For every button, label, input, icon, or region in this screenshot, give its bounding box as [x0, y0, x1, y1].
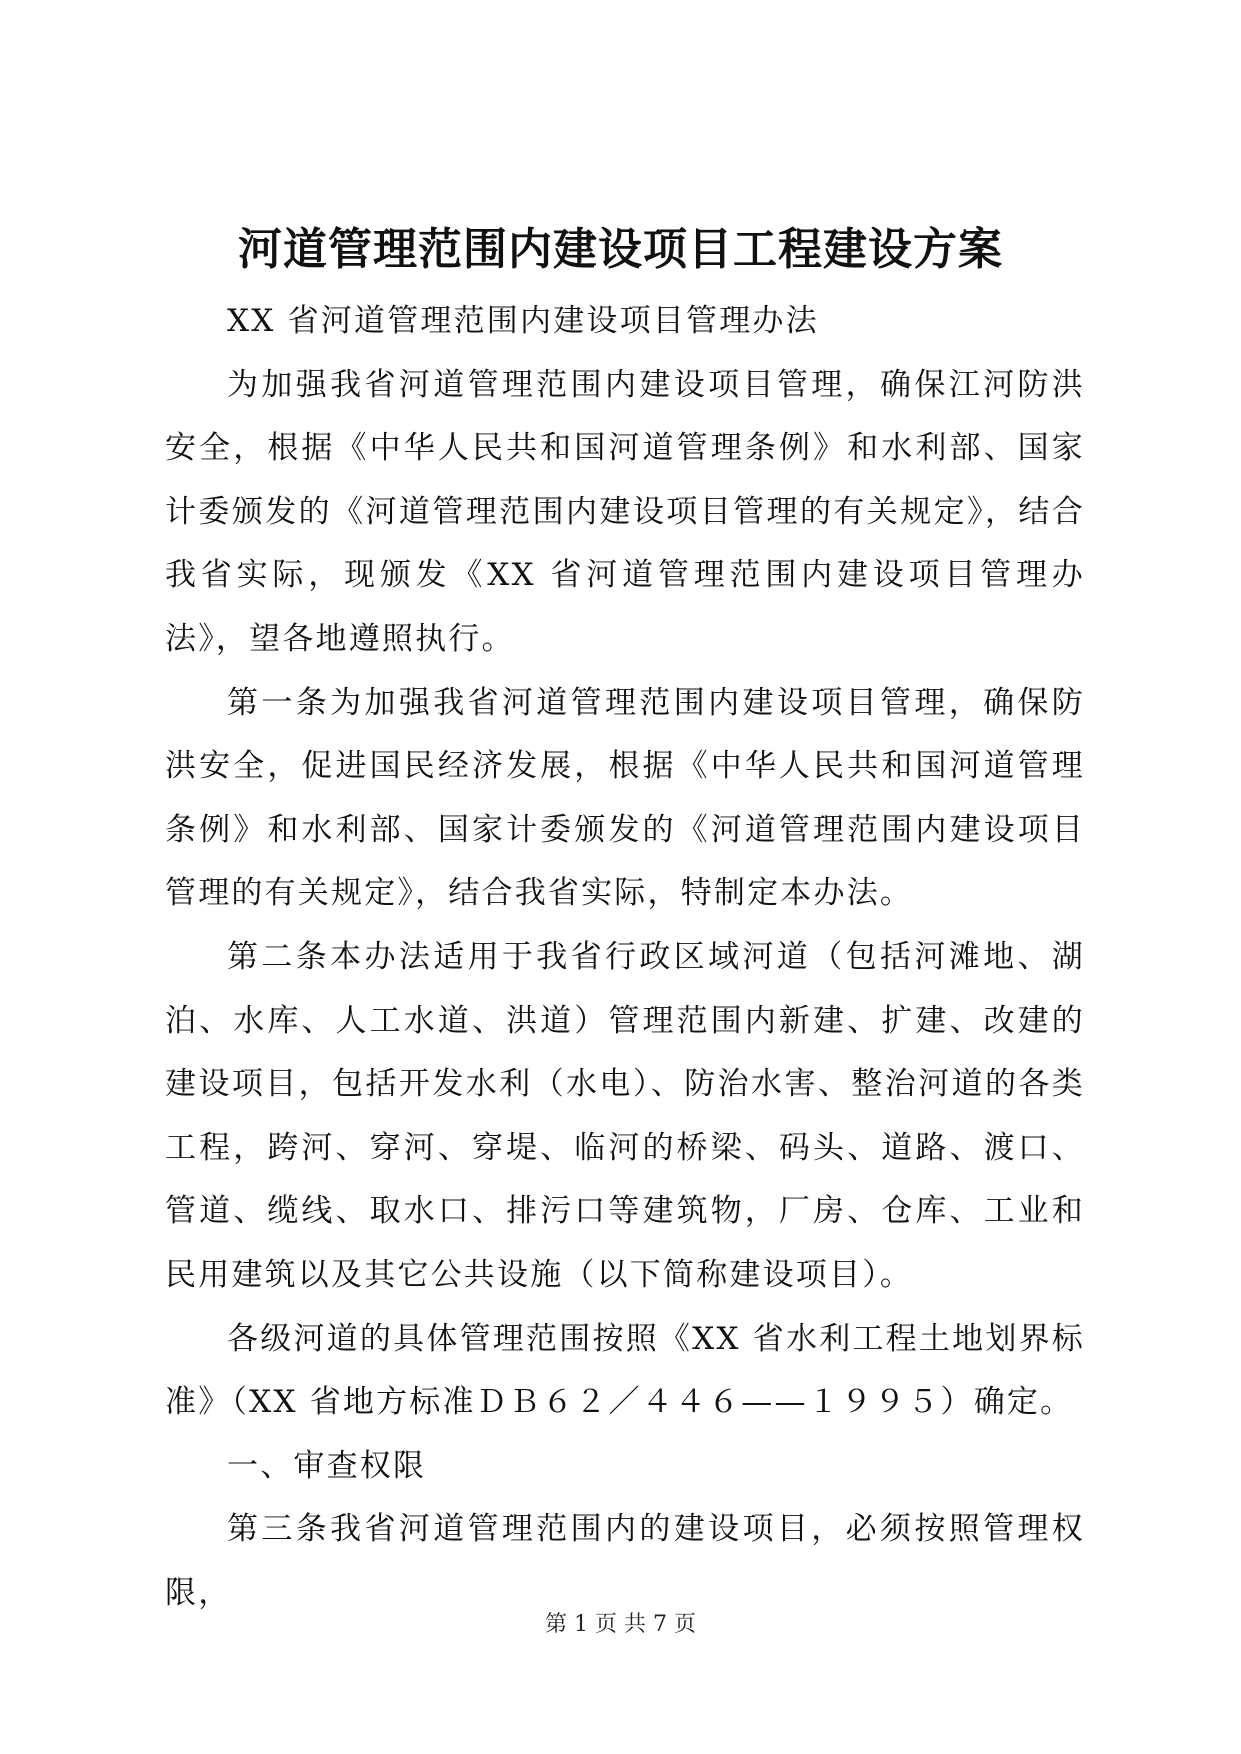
article-1-paragraph: 第一条为加强我省河道管理范围内建设项目管理，确保防洪安全，促进国民经济发展，根据《中华人民共和国河道管理条例》和水利部、国家计委颁发的《河道管理范围内建设项目管理的有关规定》，结合我省实际，特制定本办法。 — [165, 684, 1085, 912]
preamble-paragraph: 为加强我省河道管理范围内建设项目管理，确保江河防洪安全，根据《中华人民共和国河道管理条例》和水利部、国家计委颁发的《河道管理范围内建设项目管理的有关规定》，结合我省实际，现颁发《XX 省河道管理范围内建设项目管理办法》，望各地遵照执行。 — [165, 366, 1085, 657]
article-2-paragraph: 第二条本办法适用于我省行政区域河道（包括河滩地、湖泊、水库、人工水道、洪道）管理范围内新建、扩建、改建的建设项目，包括开发水利（水电）、防治水害、整治河道的各类工程，跨河、穿河、穿堤、临河的桥梁、码头、道路、渡口、管道、缆线、取水口、排污口等建筑物，厂房、仓库、工业和民用建筑以及其它公共设施（以下简称建设项目）。 — [165, 938, 1085, 1293]
page-footer: 第 1 页 共 7 页 — [545, 1612, 696, 1637]
scope-paragraph: 各级河道的具体管理范围按照《XX 省水利工程土地划界标准》（XX 省地方标准ＤＢ６２／４４６——１９９５）确定。 — [165, 1320, 1085, 1421]
section-heading: 一、审查权限 — [227, 1447, 427, 1484]
document-title: 河道管理范围内建设项目工程建设方案 — [238, 224, 1003, 275]
article-3-paragraph: 第三条我省河道管理范围内的建设项目，必须按照管理权限， — [165, 1511, 1085, 1611]
subtitle-paragraph: XX 省河道管理范围内建设项目管理办法 — [227, 303, 819, 339]
document-body — [165, 290, 1085, 1625]
